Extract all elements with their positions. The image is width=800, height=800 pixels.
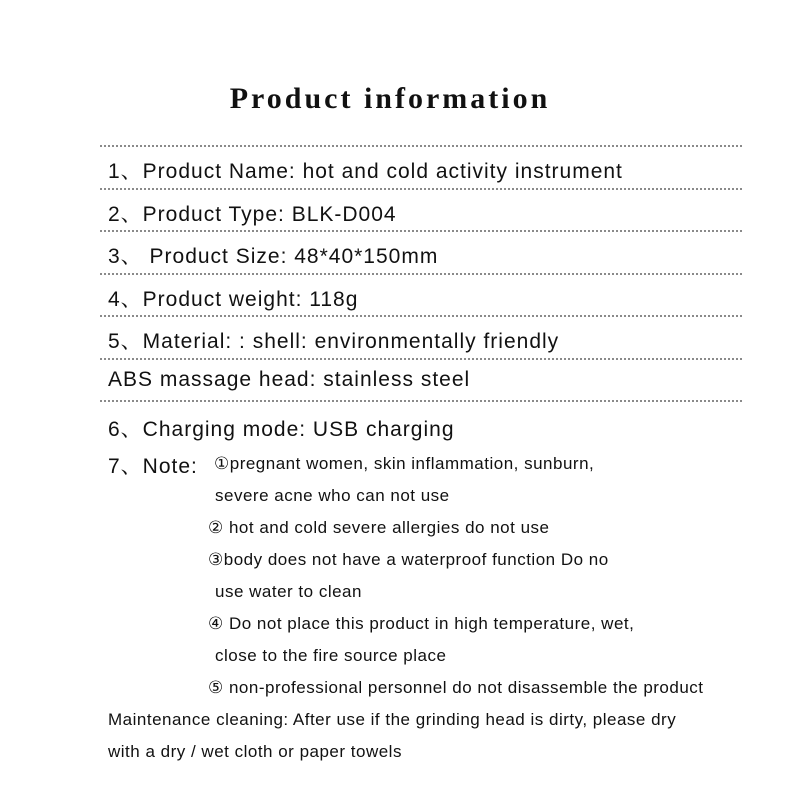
maintenance-line-1: Maintenance cleaning: After use if the grinding head is dirty, please dry — [108, 710, 677, 729]
dotted-divider — [100, 188, 742, 190]
product-name-line: 1、Product Name: hot and cold activity instrument — [108, 160, 623, 183]
note-line-8: ⑤ non-professional personnel do not disassemble the product — [208, 678, 704, 697]
note-line-5: use water to clean — [215, 582, 362, 601]
note-label: 7、Note: — [108, 455, 198, 478]
massage-head-line: ABS massage head: stainless steel — [108, 368, 471, 391]
charging-mode-line: 6、Charging mode: USB charging — [108, 418, 455, 441]
dotted-divider — [100, 358, 742, 360]
note-line-2: severe acne who can not use — [215, 486, 450, 505]
dotted-divider — [100, 315, 742, 317]
material-line: 5、Material: : shell: environmentally friendly — [108, 330, 560, 353]
dotted-divider — [100, 145, 742, 147]
maintenance-line-2: with a dry / wet cloth or paper towels — [108, 742, 402, 761]
dotted-divider — [100, 230, 742, 232]
note-line-7: close to the fire source place — [215, 646, 447, 665]
note-line-3: ② hot and cold severe allergies do not use — [208, 518, 550, 537]
note-line-6: ④ Do not place this product in high temperature, wet, — [208, 614, 635, 633]
note-line-1: ①pregnant women, skin inflammation, sunburn, — [214, 454, 595, 473]
product-weight-line: 4、Product weight: 118g — [108, 288, 359, 311]
page-title: Product information — [229, 82, 551, 115]
dotted-divider — [100, 400, 742, 402]
product-type-line: 2、Product Type: BLK-D004 — [108, 203, 397, 226]
product-size-line: 3、 Product Size: 48*40*150mm — [108, 245, 439, 268]
note-line-4: ③body does not have a waterproof function Do no — [208, 550, 609, 569]
dotted-divider — [100, 273, 742, 275]
